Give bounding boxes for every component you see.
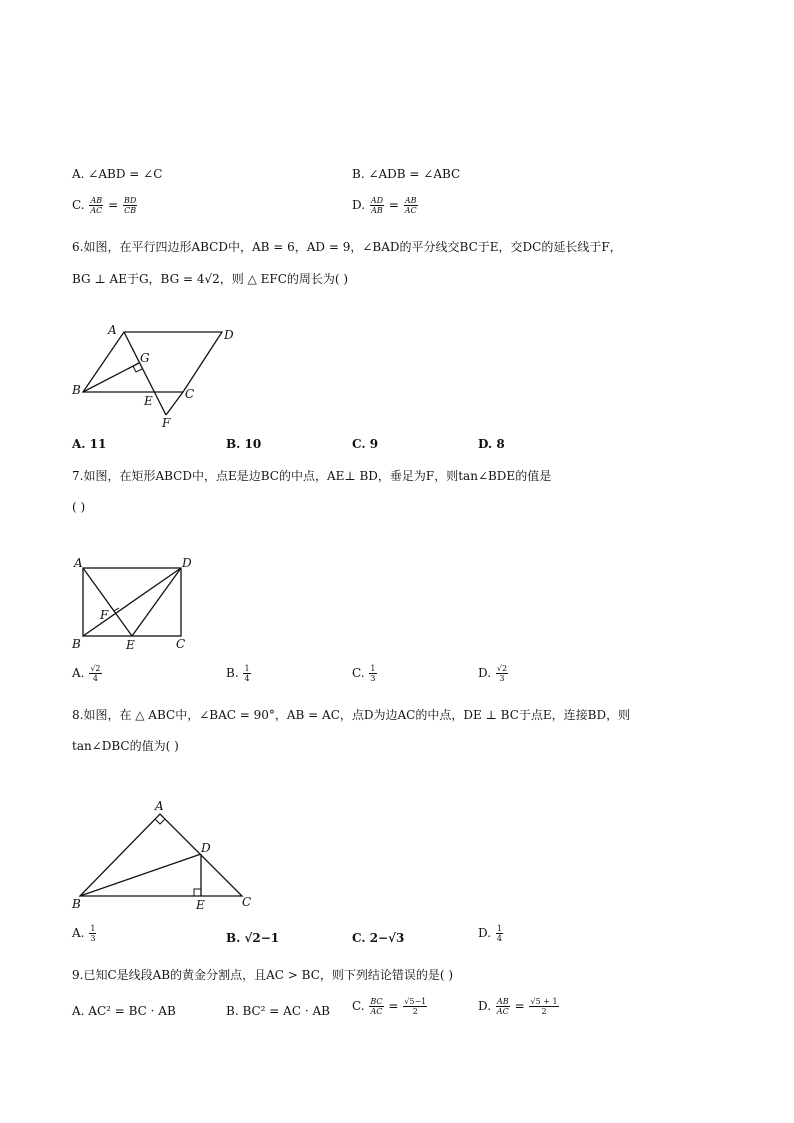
q8-stem-line2: tan∠DBC的值为( ) (72, 739, 179, 753)
q9-c-fraction-left: $\frac{BC}{AC}$ (370, 997, 383, 1016)
q7-label-e: E (126, 638, 135, 652)
q6-parallelogram (83, 332, 222, 392)
equals-sign: = (388, 999, 399, 1013)
q8-option-c: C. 2−√3 (352, 931, 405, 945)
q6-option-c: C. 9 (352, 437, 379, 451)
q9-c-fraction-right: $\frac{√5-1}{2}$ (404, 997, 427, 1016)
q8-option-a-fraction: $\frac{1}{3}$ (90, 924, 96, 943)
q6-label-c: C (185, 387, 195, 401)
q7-option-a-fraction: $\frac{√2}{4}$ (90, 664, 101, 683)
q7-option-a-prefix: A. (72, 666, 85, 680)
q8-label-d: D (201, 841, 211, 855)
q7-label-c: C (176, 637, 186, 651)
q6-bg-perpendicular (83, 363, 139, 392)
q7-segment-ae (83, 568, 132, 636)
q7-option-c (352, 664, 378, 683)
q6-option-d: D. 8 (478, 437, 505, 451)
q9-d-fraction-right: $\frac{√5 + 1}{2}$ (530, 997, 558, 1016)
q6-label-f: F (162, 416, 171, 430)
q7-segment-de (132, 568, 181, 636)
q7-stem-line2: ( ) (72, 500, 86, 514)
q9-stem-line1: 9.已知C是线段AB的黄金分割点，且AC > BC，则下列结论错误的是( ) (72, 968, 454, 982)
q6-option-a: A. 11 (72, 437, 107, 451)
q7-option-d (478, 664, 509, 683)
q5-d-fraction-right: $\frac{AB}{AC}$ (404, 196, 417, 215)
q8-label-c: C (242, 895, 252, 909)
q7-label-a: A (74, 556, 83, 570)
q5-option-c-prefix: C. (72, 198, 85, 212)
q8-stem-line1: 8.如图，在 △ ABC中，∠BAC = 90°，AB = AC，点D为边AC的中点，DE ⊥ BC于点E，连接BD，则 (72, 708, 631, 722)
q9-option-d (478, 997, 560, 1016)
q9-option-c (352, 997, 428, 1016)
q8-option-d (478, 924, 504, 943)
q6-label-e: E (144, 394, 153, 408)
q7-option-d-prefix: D. (478, 666, 492, 680)
q5-option-b: B. ∠ADB = ∠ABC (352, 167, 461, 181)
q8-triangle-figure (66, 796, 266, 914)
q6-label-a: A (108, 323, 117, 337)
q8-option-a-prefix: A. (72, 926, 85, 940)
q8-label-a: A (155, 799, 164, 813)
q5-option-a: A. ∠ABD = ∠C (72, 167, 163, 181)
q7-option-a (72, 664, 103, 683)
q7-rectangle-figure (66, 551, 206, 655)
q8-right-angle-mark-a (155, 819, 165, 824)
q7-label-d: D (182, 556, 192, 570)
q5-d-fraction-left: $\frac{AD}{AB}$ (370, 196, 384, 215)
q5-c-fraction-right: $\frac{BD}{CB}$ (124, 196, 137, 215)
q6-label-d: D (224, 328, 234, 342)
q5-option-d-prefix: D. (352, 198, 366, 212)
q7-option-b (226, 664, 252, 683)
q5-c-fraction-left: $\frac{AB}{AC}$ (90, 196, 103, 215)
q5-option-d (352, 196, 419, 215)
q7-diagonal-bd (83, 568, 181, 636)
q6-stem-line2: BG ⊥ AE于G，BG = 4√2，则 △ EFC的周长为( ) (72, 272, 349, 286)
q8-right-angle-mark-e (194, 889, 201, 896)
q7-label-f: F (100, 608, 109, 622)
q6-right-angle-mark (133, 366, 142, 372)
q6-parallelogram-figure (66, 318, 246, 432)
q8-label-b: B (72, 897, 81, 911)
q7-stem-line1: 7.如图，在矩形ABCD中，点E是边BC的中点，AE⊥ BD，垂足为F，则tan∠BDE的值是 (72, 469, 552, 483)
q7-option-c-fraction: $\frac{1}{3}$ (370, 664, 376, 683)
q8-option-d-fraction: $\frac{1}{4}$ (496, 924, 502, 943)
equals-sign: = (514, 999, 525, 1013)
q8-option-d-prefix: D. (478, 926, 492, 940)
q6-dc-extension (166, 392, 183, 415)
equals-sign: = (108, 198, 119, 212)
q8-option-b: B. √2−1 (226, 931, 280, 945)
q7-option-d-fraction: $\frac{√2}{3}$ (496, 664, 508, 683)
q7-label-b: B (72, 637, 81, 651)
q8-segment-bd (80, 854, 201, 896)
q9-option-c-prefix: C. (352, 999, 365, 1013)
q6-option-b: B. 10 (226, 437, 262, 451)
equals-sign: = (388, 198, 399, 212)
q8-triangle (80, 814, 242, 896)
q7-option-b-fraction: $\frac{1}{4}$ (244, 664, 250, 683)
q8-option-a (72, 924, 97, 943)
q7-option-c-prefix: C. (352, 666, 365, 680)
q7-option-b-prefix: B. (226, 666, 239, 680)
q9-option-a: A. AC² = BC · AB (72, 1004, 176, 1018)
q9-option-b: B. BC² = AC · AB (226, 1004, 330, 1018)
q9-option-d-prefix: D. (478, 999, 492, 1013)
q8-label-e: E (196, 898, 205, 912)
q6-label-b: B (72, 383, 81, 397)
q5-option-c (72, 196, 138, 215)
q6-label-g: G (140, 351, 150, 365)
q6-stem-line1: 6.如图，在平行四边形ABCD中，AB = 6，AD = 9，∠BAD的平分线交BC于E，交DC的延长线于F， (72, 240, 622, 254)
q9-d-fraction-left: $\frac{AB}{AC}$ (496, 997, 509, 1016)
